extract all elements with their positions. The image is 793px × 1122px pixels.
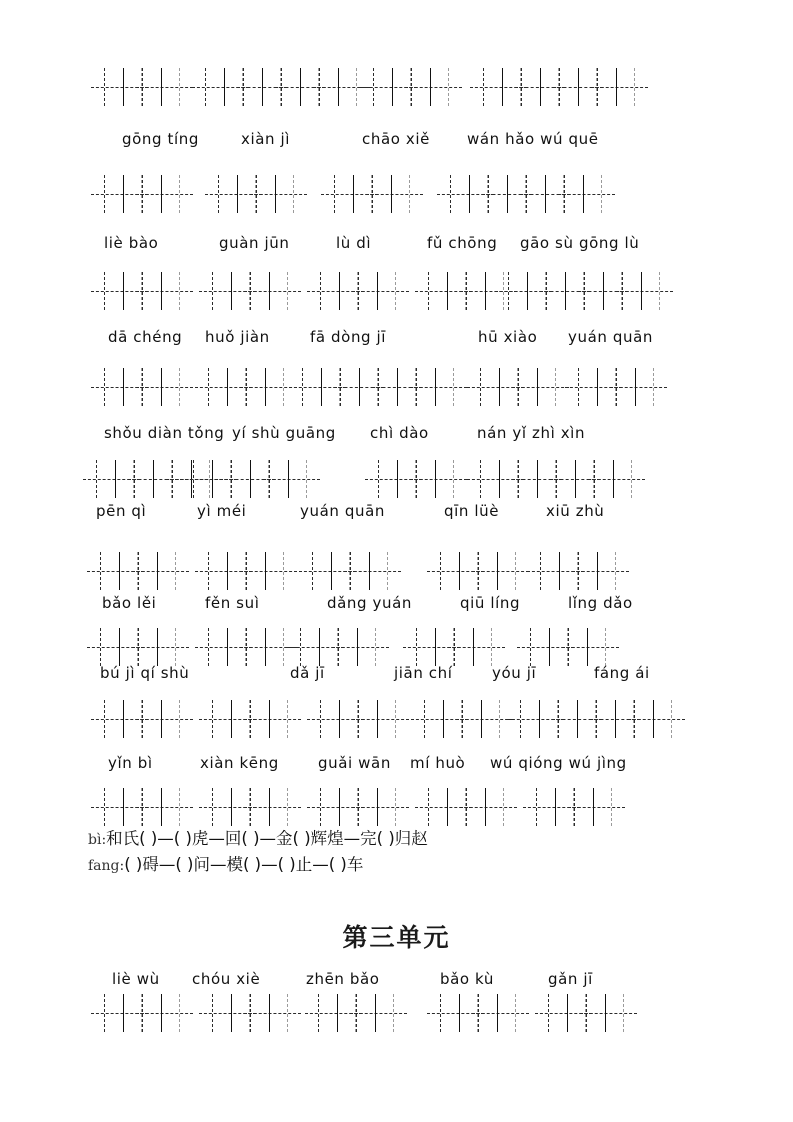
pinyin-label: yì méi: [197, 502, 247, 520]
writing-grid-group[interactable]: [424, 700, 500, 756]
character-cell[interactable]: [142, 175, 180, 213]
pinyin-label: nán yǐ zhì xìn: [477, 424, 586, 442]
character-cell[interactable]: [138, 628, 176, 666]
character-cell[interactable]: [246, 628, 284, 666]
fill-line-tag: fang:: [88, 858, 125, 874]
pinyin-label: fáng ái: [594, 664, 650, 682]
pinyin-label: gōng tíng: [122, 130, 199, 148]
pinyin-label: wán hǎo wú quē: [467, 130, 599, 148]
pinyin-label: xiū zhù: [546, 502, 605, 520]
fill-line-text: ( )碍—( )问—模( )—( )止—( )车: [124, 855, 364, 874]
character-cell[interactable]: [594, 460, 632, 498]
character-cell[interactable]: [622, 272, 660, 310]
writing-grid-group[interactable]: [302, 368, 454, 424]
writing-grid-group[interactable]: [440, 994, 516, 1050]
pinyin-row: [0, 662, 793, 688]
character-cell[interactable]: [142, 700, 180, 738]
pinyin-label: wú qióng wú jìng: [490, 754, 627, 772]
fill-in-blank-line[interactable]: [88, 828, 428, 851]
pinyin-label: guǎi wān: [318, 754, 391, 772]
pinyin-label: yuán quān: [568, 328, 653, 346]
pinyin-row: [0, 232, 793, 258]
pinyin-row: [0, 968, 793, 994]
pinyin-label: fā dòng jī: [310, 328, 387, 346]
pinyin-label: huǒ jiàn: [205, 328, 270, 346]
pinyin-label: lù dì: [336, 234, 372, 252]
character-cell[interactable]: [518, 368, 556, 406]
writing-grid-group[interactable]: [520, 700, 672, 756]
character-cell[interactable]: [568, 628, 606, 666]
pinyin-label: chì dào: [370, 424, 429, 442]
pinyin-label: fǔ chōng: [427, 234, 498, 252]
writing-grid-group[interactable]: [548, 994, 624, 1050]
character-cell[interactable]: [634, 700, 672, 738]
pinyin-label: bǎo kù: [440, 970, 494, 988]
pinyin-label: xiàn kēng: [200, 754, 279, 772]
character-cell[interactable]: [250, 788, 288, 826]
character-cell[interactable]: [454, 628, 492, 666]
character-cell[interactable]: [358, 788, 396, 826]
character-cell[interactable]: [578, 552, 616, 590]
unit-heading: 第三单元: [342, 923, 451, 952]
pinyin-label: yóu jī: [492, 664, 537, 682]
character-cell[interactable]: [350, 552, 388, 590]
character-cell[interactable]: [478, 552, 516, 590]
character-cell[interactable]: [246, 368, 284, 406]
pinyin-label: qīn lüè: [444, 502, 500, 520]
character-cell[interactable]: [142, 368, 180, 406]
writing-grid-group[interactable]: [104, 700, 180, 756]
pinyin-label: pēn qì: [96, 502, 147, 520]
character-cell[interactable]: [256, 175, 294, 213]
writing-grid-group[interactable]: [104, 175, 180, 231]
pinyin-label: chóu xiè: [192, 970, 261, 988]
character-cell[interactable]: [319, 68, 357, 106]
character-cell[interactable]: [478, 994, 516, 1032]
character-cell[interactable]: [411, 68, 449, 106]
writing-grid-group[interactable]: [480, 368, 556, 424]
pinyin-label: chāo xiě: [362, 130, 430, 148]
character-cell[interactable]: [462, 700, 500, 738]
pinyin-label: hū xiào: [478, 328, 538, 346]
character-cell[interactable]: [142, 994, 180, 1032]
writing-grid-group[interactable]: [536, 788, 612, 844]
character-cell[interactable]: [358, 700, 396, 738]
pinyin-label: bú jì qí shù: [100, 664, 190, 682]
character-cell[interactable]: [564, 175, 602, 213]
pinyin-row: [0, 326, 793, 352]
pinyin-row: [0, 422, 793, 448]
pinyin-label: mí huò: [410, 754, 466, 772]
writing-grid-group[interactable]: [373, 68, 449, 124]
pinyin-label: yí shù guāng: [232, 424, 336, 442]
writing-grid-group[interactable]: [104, 368, 180, 424]
writing-grid-group[interactable]: [508, 272, 660, 328]
pinyin-label: yǐn bì: [108, 754, 153, 772]
pinyin-label: gāo sù gōng lù: [520, 234, 640, 252]
writing-grid-row: [0, 700, 793, 756]
writing-grid-group[interactable]: [212, 272, 288, 328]
fill-line-tag: bì:: [88, 832, 107, 848]
character-cell[interactable]: [246, 552, 284, 590]
character-cell[interactable]: [466, 788, 504, 826]
writing-grid-group[interactable]: [334, 175, 410, 231]
character-cell[interactable]: [142, 68, 180, 106]
character-cell[interactable]: [142, 272, 180, 310]
pinyin-row: [0, 128, 793, 154]
pinyin-label: dā chéng: [108, 328, 183, 346]
writing-grid-group[interactable]: [104, 272, 180, 328]
character-cell[interactable]: [372, 175, 410, 213]
character-cell[interactable]: [269, 460, 307, 498]
writing-grid-group[interactable]: [212, 700, 288, 756]
writing-grid-group[interactable]: [320, 272, 396, 328]
pinyin-label: shǒu diàn tǒng: [104, 424, 225, 442]
fill-in-blank-line[interactable]: [88, 854, 363, 877]
writing-grid-group[interactable]: [578, 368, 654, 424]
writing-grid-row: [0, 368, 793, 424]
character-cell[interactable]: [597, 68, 635, 106]
writing-grid-group[interactable]: [318, 994, 394, 1050]
fill-line-text: 和氏( )—( )虎—回( )—金( )辉煌—完( )归赵: [106, 829, 428, 848]
character-cell[interactable]: [142, 788, 180, 826]
pinyin-row: [0, 592, 793, 618]
pinyin-label: dǎ jī: [290, 664, 325, 682]
pinyin-label: yuán quān: [300, 502, 385, 520]
writing-grid-group[interactable]: [205, 68, 357, 124]
writing-grid-row: [0, 272, 793, 328]
writing-grid-group[interactable]: [428, 272, 504, 328]
pinyin-label: guàn jūn: [219, 234, 290, 252]
pinyin-label: fěn suì: [205, 594, 260, 612]
pinyin-label: qiū líng: [460, 594, 521, 612]
pinyin-label: jiān chí: [394, 664, 453, 682]
pinyin-label: bǎo lěi: [102, 594, 157, 612]
character-cell[interactable]: [574, 788, 612, 826]
pinyin-label: liè wù: [112, 970, 160, 988]
character-cell[interactable]: [250, 994, 288, 1032]
pinyin-label: liè bào: [104, 234, 159, 252]
writing-grid-group[interactable]: [320, 700, 396, 756]
character-cell[interactable]: [586, 994, 624, 1032]
writing-grid-row: [0, 175, 793, 231]
writing-grid-group[interactable]: [450, 175, 602, 231]
pinyin-row: [0, 752, 793, 778]
pinyin-label: xiàn jì: [241, 130, 291, 148]
character-cell[interactable]: [416, 460, 454, 498]
writing-grid-group[interactable]: [212, 994, 288, 1050]
pinyin-label: gǎn jī: [548, 970, 593, 988]
writing-grid-group[interactable]: [483, 68, 635, 124]
writing-grid-group[interactable]: [208, 368, 284, 424]
character-cell[interactable]: [338, 628, 376, 666]
writing-grid-group[interactable]: [218, 175, 294, 231]
character-cell[interactable]: [356, 994, 394, 1032]
writing-grid-group[interactable]: [104, 994, 180, 1050]
character-cell[interactable]: [358, 272, 396, 310]
character-cell[interactable]: [250, 700, 288, 738]
character-cell[interactable]: [416, 368, 454, 406]
writing-grid-row: [0, 68, 793, 124]
writing-grid-row: [0, 994, 793, 1050]
pinyin-label: zhēn bǎo: [306, 970, 380, 988]
pinyin-row: [0, 500, 793, 526]
pinyin-label: lǐng dǎo: [568, 594, 633, 612]
writing-grid-group[interactable]: [428, 788, 504, 844]
character-cell[interactable]: [250, 272, 288, 310]
pinyin-label: dǎng yuán: [327, 594, 412, 612]
character-cell[interactable]: [138, 552, 176, 590]
character-cell[interactable]: [616, 368, 654, 406]
writing-grid-group[interactable]: [104, 68, 180, 124]
